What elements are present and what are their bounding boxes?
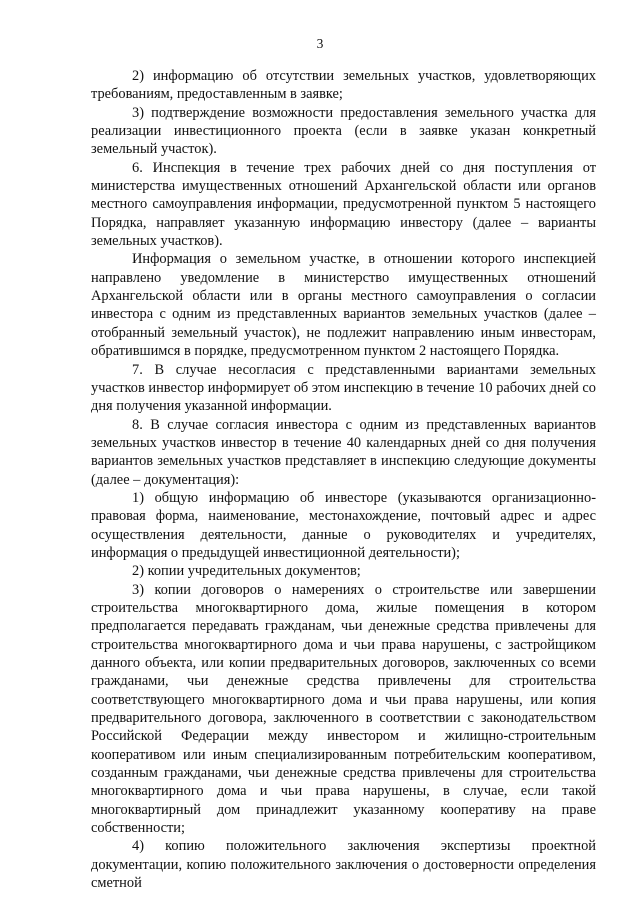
paragraph-item-3-confirmation: 3) подтверждение возможности предоставления земельного участка для реализации инвестиционного проекта (если в заявке указан конкретный земельный участок). [91,104,596,158]
paragraph-item-2-no-plots: 2) информацию об отсутствии земельных участков, удовлетворяющих требованиям, предоставленным в заявке; [91,68,596,103]
paragraph-doc-item-1: 1) общую информацию об инвесторе (указываются организационно-правовая форма, наименование, местонахождение, почтовый адрес и адрес осуществления деятельности, данные о руководителях и учредителях, информация о предыдущей инвестиционной деятельности); [91,489,596,561]
paragraph-doc-item-4: 4) копию положительного заключения экспертизы проектной документации, копию положительного заключения о достоверности определения сметной [91,838,596,892]
document-body [91,67,596,892]
paragraph-clause-8: 8. В случае согласия инвестора с одним из представленных вариантов земельных участков инвестор в течение 40 календарных дней со дня получения вариантов земельных участков представляет в инспекцию следующие документы (далее – документация): [91,416,596,488]
paragraph-doc-item-2: 2) копии учредительных документов; [132,563,361,580]
paragraph-clause-7: 7. В случае несогласия с представленными вариантами земельных участков инвестор информирует об этом инспекцию в течение 10 рабочих дней со дня получения указанной информации. [91,361,596,415]
paragraph-doc-item-3: 3) копии договоров о намерениях о строительстве или завершении строительства многоквартирного дома, жилые помещения в котором предполагается передавать гражданам, чьи денежные средства привлечены для строительства многоквартирного дома и чьи права нарушены, с застройщиком данного объекта, или копии предварительных договоров, заключенных со всеми гражданами, чьи денежные средства привлечены для строительства соответствующего многоквартирного дома и чьи права нарушены, или копия предварительного договора, заключенного в соответствии с законодательством Российской Федерации между инвестором и жилищно-строительным кооперативом или иным специализированным потребительским кооперативом, созданным гражданами, чьи денежные средства привлечены для строительства многоквартирного дома и чьи права нарушены, в случае, если такой многоквартирный дом принадлежит указанному кооперативу на праве собственности; [91,581,596,837]
paragraph-clause-6: 6. Инспекция в течение трех рабочих дней со дня поступления от министерства имущественных отношений Архангельской области или органов местного самоуправления информации, предусмотренной пунктом 5 настоящего Порядка, направляет указанную информацию инвестору (далее – варианты земельных участков). [91,159,596,250]
page-number: 3 [316,36,324,51]
paragraph-selected-plot-info: Информация о земельном участке, в отношении которого инспекцией направлено уведомление в министерство имущественных отношений Архангельской области или в органы местного самоуправления о согласии инвестора с одним из представленных вариантов земельных участков (далее – отобранный земельный участок), не подлежит направлению иным инвесторам, обратившимся в порядке, предусмотренном пунктом 2 настоящего Порядка. [91,251,596,360]
